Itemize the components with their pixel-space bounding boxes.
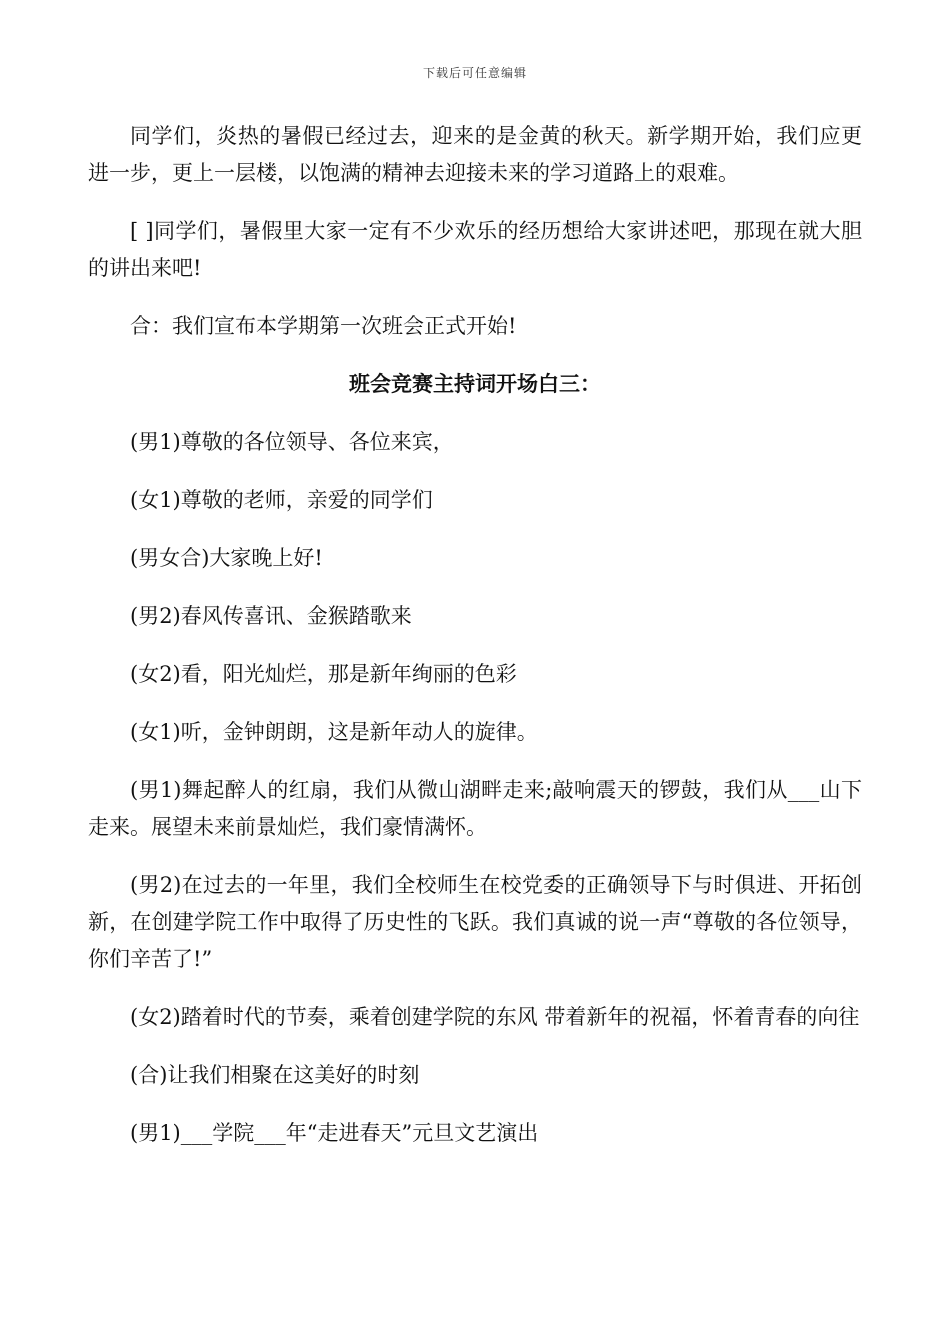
section-title: 班会竞赛主持词开场白三： xyxy=(349,372,601,396)
script-line: (男1)___学院___年“走进春天”元旦文艺演出 xyxy=(130,1121,539,1145)
page-header: 下载后可任意编辑 xyxy=(422,66,527,80)
script-line: (男1)舞起醉人的红扇，我们从微山湖畔走来;敲响震天的锣鼓，我们从___山下走来。展望未来前景灿烂，我们豪情满怀。 xyxy=(88,778,862,839)
document-body xyxy=(88,118,862,1173)
script-line: (女1)听，金钟朗朗，这是新年动人的旋律。 xyxy=(130,720,538,744)
script-line: (女1)尊敬的老师，亲爱的同学们 xyxy=(130,488,433,512)
script-line: (女2)踏着时代的节奏，乘着创建学院的东风 带着新年的祝福，怀着青春的向往 xyxy=(130,1005,860,1029)
script-line: (男2)在过去的一年里，我们全校师生在校党委的正确领导下与时俱进、开拓创新，在创建学院工作中取得了历史性的飞跃。我们真诚的说一声“尊敬的各位领导，你们辛苦了!” xyxy=(88,873,862,971)
script-line: (男2)春风传喜讯、金猴踏歌来 xyxy=(130,604,412,628)
script-line: (合)让我们相聚在这美好的时刻 xyxy=(130,1063,420,1087)
script-line: (男1)尊敬的各位领导、各位来宾， xyxy=(130,430,454,454)
script-line: (女2)看，阳光灿烂，那是新年绚丽的色彩 xyxy=(130,662,517,686)
script-line: (男女合)大家晚上好! xyxy=(130,546,323,570)
paragraph-intro-3: 合：我们宣布本学期第一次班会正式开始! xyxy=(130,314,517,338)
paragraph-intro-2: [ ]同学们，暑假里大家一定有不少欢乐的经历想给大家讲述吧，那现在就大胆的讲出来吧! xyxy=(88,219,862,280)
paragraph-intro-1: 同学们，炎热的暑假已经过去，迎来的是金黄的秋天。新学期开始，我们应更进一步，更上一层楼，以饱满的精神去迎接未来的学习道路上的艰难。 xyxy=(88,124,862,185)
